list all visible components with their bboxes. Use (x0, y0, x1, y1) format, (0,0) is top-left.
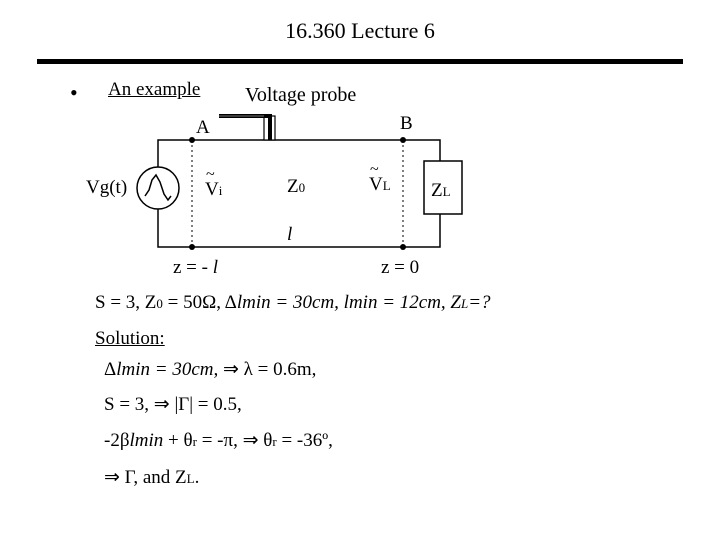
delta-symbol: Δ (104, 359, 117, 380)
beta-term: -2β (104, 430, 130, 451)
pi-term: = -π, ⇒ θ (196, 430, 273, 451)
zl-sub-final: L (186, 471, 195, 486)
left-position-label (173, 257, 218, 279)
solution-heading: Solution: (95, 328, 165, 349)
node-a-label: A (196, 117, 210, 138)
left-position-text: z = - (173, 257, 213, 278)
givens-z0-sub: 0 (156, 296, 163, 311)
tilde-mark: ~ (370, 161, 379, 178)
z0-base: Z (287, 176, 299, 197)
node-b-label: B (400, 113, 413, 134)
voltage-probe-icon (219, 114, 275, 140)
givens-zl-sub: L (460, 296, 469, 311)
solution-line-2: S = 3, ⇒ |Γ| = 0.5, (104, 394, 242, 415)
left-position-var: l (212, 257, 219, 278)
gamma-zl-text: ⇒ Γ, and Z (104, 467, 187, 488)
final-period: . (194, 467, 200, 488)
vi-label (205, 166, 223, 201)
zl-label (431, 180, 451, 202)
givens-part2: = 50Ω, Δ (162, 292, 237, 313)
vl-base: V (369, 174, 383, 195)
lmin-value: lmin = 30cm, (116, 359, 219, 380)
probe-label: Voltage probe (245, 84, 357, 106)
solution-line-1 (104, 358, 316, 381)
vl-sub: L (382, 178, 391, 193)
sine-source-icon (137, 167, 179, 209)
theta-term: + θ (163, 430, 193, 451)
length-label: l (287, 224, 293, 245)
right-position-label: z = 0 (381, 257, 420, 278)
lambda-result: ⇒ λ = 0.6m, (218, 359, 317, 380)
theta-sub: r (192, 434, 197, 449)
vl-label (369, 161, 391, 196)
vi-base: V (205, 179, 219, 200)
zl-sub: L (442, 184, 451, 199)
lmin-term: lmin (129, 430, 164, 451)
givens-end: =? (468, 292, 491, 313)
solution-line-3 (104, 429, 333, 452)
bullet-icon: • (70, 80, 78, 105)
example-label: An example (108, 79, 201, 100)
z0-label (287, 176, 305, 198)
givens-part1: S = 3, Z (95, 292, 157, 313)
vi-sub: i (218, 183, 223, 198)
z0-sub: 0 (298, 180, 306, 195)
givens-line (95, 292, 491, 314)
givens-lmin: lmin = 30cm, lmin = 12cm, Z (236, 292, 461, 313)
theta-sub-2: r (272, 434, 277, 449)
slide-title: 16.360 Lecture 6 (285, 18, 435, 43)
source-label: Vg(t) (86, 177, 128, 198)
zl-base: Z (431, 180, 443, 201)
theta-result: = -36º, (276, 430, 333, 451)
tilde-mark: ~ (206, 166, 215, 183)
solution-line-4 (104, 466, 199, 489)
